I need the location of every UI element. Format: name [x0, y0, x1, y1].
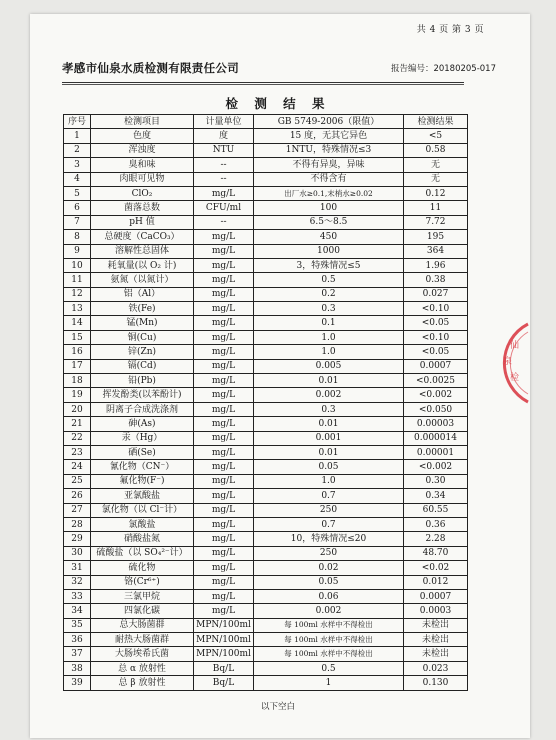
unit-cell: mg/L	[194, 402, 254, 416]
test-item-cell: 总大肠菌群	[91, 618, 194, 632]
table-row	[64, 172, 468, 186]
unit-cell: MPN/100ml	[194, 647, 254, 661]
test-item-cell: 亚氯酸盐	[91, 489, 194, 503]
row-index-cell: 6	[64, 201, 91, 215]
test-item-cell: 氯化物（以 Cl⁻计）	[91, 503, 194, 517]
unit-cell: mg/L	[194, 230, 254, 244]
unit-cell: mg/L	[194, 287, 254, 301]
standard-limit-cell: 0.05	[254, 575, 404, 589]
unit-cell: mg/L	[194, 546, 254, 560]
row-index-cell: 4	[64, 172, 91, 186]
standard-limit-cell: 0.05	[254, 460, 404, 474]
row-index-cell: 28	[64, 517, 91, 531]
row-index-cell: 20	[64, 402, 91, 416]
test-result-cell: 195	[404, 230, 468, 244]
table-row	[64, 388, 468, 402]
test-item-cell: 肉眼可见物	[91, 172, 194, 186]
table-row	[64, 503, 468, 517]
row-index-cell: 9	[64, 244, 91, 258]
test-item-cell: pH 值	[91, 215, 194, 229]
standard-limit-cell: 0.01	[254, 374, 404, 388]
test-item-cell: 铅(Pb)	[91, 374, 194, 388]
test-result-cell: 无	[404, 158, 468, 172]
standard-limit-cell: 0.7	[254, 489, 404, 503]
standard-limit-cell: 不得含有	[254, 172, 404, 186]
table-row	[64, 302, 468, 316]
unit-cell: CFU/ml	[194, 201, 254, 215]
end-of-report-note: 以下空白	[260, 702, 295, 712]
table-row	[64, 575, 468, 589]
test-item-cell: 阴离子合成洗涤剂	[91, 402, 194, 416]
row-index-cell: 27	[64, 503, 91, 517]
unit-cell: mg/L	[194, 302, 254, 316]
row-index-cell: 39	[64, 676, 91, 690]
test-result-cell: <0.10	[404, 330, 468, 344]
test-item-cell: 铁(Fe)	[91, 302, 194, 316]
column-header-index: 序号	[64, 115, 91, 129]
header-rule	[62, 82, 464, 83]
unit-cell: mg/L	[194, 604, 254, 618]
standard-limit-cell: 0.3	[254, 302, 404, 316]
unit-cell: mg/L	[194, 417, 254, 431]
row-index-cell: 37	[64, 647, 91, 661]
table-row	[64, 517, 468, 531]
row-index-cell: 30	[64, 546, 91, 560]
table-row	[64, 647, 468, 661]
unit-cell: mg/L	[194, 460, 254, 474]
results-table	[63, 114, 468, 691]
standard-limit-cell: 1NTU，特殊情况≤3	[254, 143, 404, 157]
unit-cell: mg/L	[194, 244, 254, 258]
test-item-cell: 锌(Zn)	[91, 345, 194, 359]
standard-limit-cell: 6.5～8.5	[254, 215, 404, 229]
table-row	[64, 618, 468, 632]
standard-limit-cell: 1000	[254, 244, 404, 258]
test-item-cell: 硝酸盐氮	[91, 532, 194, 546]
test-result-cell: 1.96	[404, 258, 468, 272]
row-index-cell: 1	[64, 129, 91, 143]
row-index-cell: 16	[64, 345, 91, 359]
unit-cell: mg/L	[194, 359, 254, 373]
standard-limit-cell: 0.01	[254, 417, 404, 431]
row-index-cell: 10	[64, 258, 91, 272]
unit-cell: mg/L	[194, 561, 254, 575]
standard-limit-cell: 0.06	[254, 589, 404, 603]
standard-limit-cell: 0.02	[254, 561, 404, 575]
row-index-cell: 22	[64, 431, 91, 445]
row-index-cell: 3	[64, 158, 91, 172]
unit-cell: mg/L	[194, 474, 254, 488]
table-row	[64, 460, 468, 474]
column-header-limit: GB 5749-2006（限值）	[254, 115, 404, 129]
standard-limit-cell: 出厂水≥0.1,末梢水≥0.02	[254, 186, 404, 200]
test-result-cell: <0.002	[404, 460, 468, 474]
test-result-cell: 0.000014	[404, 431, 468, 445]
unit-cell: mg/L	[194, 258, 254, 272]
standard-limit-cell: 0.7	[254, 517, 404, 531]
row-index-cell: 17	[64, 359, 91, 373]
row-index-cell: 36	[64, 633, 91, 647]
unit-cell: mg/L	[194, 589, 254, 603]
standard-limit-cell: 0.005	[254, 359, 404, 373]
standard-limit-cell: 1.0	[254, 330, 404, 344]
standard-limit-cell: 不得有异臭，异味	[254, 158, 404, 172]
unit-cell: mg/L	[194, 575, 254, 589]
standard-limit-cell: 0.002	[254, 388, 404, 402]
test-result-cell: <0.02	[404, 561, 468, 575]
test-item-cell: 硫化物	[91, 561, 194, 575]
table-row	[64, 489, 468, 503]
test-item-cell: 总硬度（CaCO₃）	[91, 230, 194, 244]
test-item-cell: 三氯甲烷	[91, 589, 194, 603]
test-result-cell: <5	[404, 129, 468, 143]
standard-limit-cell: 0.01	[254, 445, 404, 459]
standard-limit-cell: 每 100ml 水样中不得检出	[254, 633, 404, 647]
test-item-cell: 氰化物（CN⁻）	[91, 460, 194, 474]
table-row	[64, 402, 468, 416]
unit-cell: mg/L	[194, 316, 254, 330]
test-result-cell: 0.34	[404, 489, 468, 503]
row-index-cell: 7	[64, 215, 91, 229]
test-result-cell: <0.0025	[404, 374, 468, 388]
standard-limit-cell: 每 100ml 水样中不得检出	[254, 647, 404, 661]
test-item-cell: 铝（Al）	[91, 287, 194, 301]
test-item-cell: 挥发酚类(以苯酚计)	[91, 388, 194, 402]
test-result-cell: 0.36	[404, 517, 468, 531]
standard-limit-cell: 3，特殊情况≤5	[254, 258, 404, 272]
table-row	[64, 445, 468, 459]
svg-text:泉: 泉	[503, 357, 513, 367]
test-result-cell: 0.012	[404, 575, 468, 589]
unit-cell: mg/L	[194, 503, 254, 517]
unit-cell: mg/L	[194, 532, 254, 546]
test-item-cell: 大肠埃希氏菌	[91, 647, 194, 661]
column-header-unit: 计量单位	[194, 115, 254, 129]
row-index-cell: 23	[64, 445, 91, 459]
test-result-cell: <0.002	[404, 388, 468, 402]
table-row	[64, 273, 468, 287]
standard-limit-cell: 1.0	[254, 474, 404, 488]
row-index-cell: 25	[64, 474, 91, 488]
test-item-cell: 耗氧量(以 O₂ 计)	[91, 258, 194, 272]
table-row	[64, 244, 468, 258]
test-result-cell: 11	[404, 201, 468, 215]
company-name: 孝感市仙泉水质检测有限责任公司	[62, 61, 239, 75]
row-index-cell: 12	[64, 287, 91, 301]
test-item-cell: 铜(Cu)	[91, 330, 194, 344]
test-item-cell: 锰(Mn)	[91, 316, 194, 330]
row-index-cell: 19	[64, 388, 91, 402]
test-result-cell: 2.28	[404, 532, 468, 546]
test-item-cell: 汞（Hg）	[91, 431, 194, 445]
table-row	[64, 474, 468, 488]
test-result-cell: 未检出	[404, 618, 468, 632]
test-item-cell: 氯酸盐	[91, 517, 194, 531]
test-item-cell: 硒(Se)	[91, 445, 194, 459]
unit-cell: --	[194, 158, 254, 172]
standard-limit-cell: 1	[254, 676, 404, 690]
table-row	[64, 186, 468, 200]
standard-limit-cell: 250	[254, 503, 404, 517]
standard-limit-cell: 15 度，无其它异色	[254, 129, 404, 143]
unit-cell: mg/L	[194, 345, 254, 359]
unit-cell: mg/L	[194, 273, 254, 287]
unit-cell: mg/L	[194, 374, 254, 388]
test-result-cell: 0.130	[404, 676, 468, 690]
unit-cell: MPN/100ml	[194, 618, 254, 632]
test-item-cell: 硫酸盐（以 SO₄²⁻计）	[91, 546, 194, 560]
report-number: 报告编号：20180205-017	[390, 64, 496, 74]
table-row	[64, 143, 468, 157]
row-index-cell: 14	[64, 316, 91, 330]
test-item-cell: 总 β 放射性	[91, 676, 194, 690]
unit-cell: mg/L	[194, 489, 254, 503]
standard-limit-cell: 0.3	[254, 402, 404, 416]
table-row	[64, 417, 468, 431]
test-result-cell: 60.55	[404, 503, 468, 517]
test-result-cell: 0.30	[404, 474, 468, 488]
table-row	[64, 633, 468, 647]
table-row	[64, 129, 468, 143]
unit-cell: mg/L	[194, 431, 254, 445]
column-header-result: 检测结果	[404, 115, 468, 129]
standard-limit-cell: 0.1	[254, 316, 404, 330]
row-index-cell: 13	[64, 302, 91, 316]
standard-limit-cell: 10，特殊情况≤20	[254, 532, 404, 546]
test-result-cell: 364	[404, 244, 468, 258]
test-result-cell: 0.00003	[404, 417, 468, 431]
row-index-cell: 18	[64, 374, 91, 388]
svg-text:仙: 仙	[510, 341, 520, 351]
table-row	[64, 316, 468, 330]
standard-limit-cell: 450	[254, 230, 404, 244]
test-result-cell: 无	[404, 172, 468, 186]
svg-text:检: 检	[510, 373, 520, 383]
table-row	[64, 532, 468, 546]
row-index-cell: 2	[64, 143, 91, 157]
standard-limit-cell: 0.5	[254, 661, 404, 675]
table-row	[64, 431, 468, 445]
row-index-cell: 21	[64, 417, 91, 431]
row-index-cell: 29	[64, 532, 91, 546]
standard-limit-cell: 每 100ml 水样中不得检出	[254, 618, 404, 632]
unit-cell: mg/L	[194, 330, 254, 344]
unit-cell: NTU	[194, 143, 254, 157]
standard-limit-cell: 0.5	[254, 273, 404, 287]
test-item-cell: 臭和味	[91, 158, 194, 172]
test-result-cell: 0.023	[404, 661, 468, 675]
test-item-cell: 铬(Cr⁶⁺)	[91, 575, 194, 589]
test-result-cell: 0.38	[404, 273, 468, 287]
test-item-cell: 砷(As)	[91, 417, 194, 431]
test-item-cell: 耐热大肠菌群	[91, 633, 194, 647]
row-index-cell: 33	[64, 589, 91, 603]
column-header-item: 检测项目	[91, 115, 194, 129]
unit-cell: mg/L	[194, 186, 254, 200]
test-result-cell: 7.72	[404, 215, 468, 229]
row-index-cell: 24	[64, 460, 91, 474]
row-index-cell: 26	[64, 489, 91, 503]
table-row	[64, 546, 468, 560]
table-row	[64, 215, 468, 229]
row-index-cell: 38	[64, 661, 91, 675]
table-row	[64, 589, 468, 603]
test-result-cell: <0.10	[404, 302, 468, 316]
row-index-cell: 32	[64, 575, 91, 589]
unit-cell: 度	[194, 129, 254, 143]
table-row	[64, 258, 468, 272]
unit-cell: Bq/L	[194, 661, 254, 675]
test-result-cell: <0.05	[404, 316, 468, 330]
standard-limit-cell: 0.001	[254, 431, 404, 445]
standard-limit-cell: 0.002	[254, 604, 404, 618]
test-result-cell: 0.027	[404, 287, 468, 301]
unit-cell: MPN/100ml	[194, 633, 254, 647]
test-result-cell: 48.70	[404, 546, 468, 560]
test-item-cell: 氟化物(F⁻)	[91, 474, 194, 488]
table-row	[64, 345, 468, 359]
table-row	[64, 561, 468, 575]
table-row	[64, 604, 468, 618]
standard-limit-cell: 0.2	[254, 287, 404, 301]
test-result-cell: 0.12	[404, 186, 468, 200]
test-result-cell: 0.00001	[404, 445, 468, 459]
standard-limit-cell: 1.0	[254, 345, 404, 359]
test-result-cell: 0.0007	[404, 589, 468, 603]
unit-cell: --	[194, 172, 254, 186]
unit-cell: Bq/L	[194, 676, 254, 690]
unit-cell: --	[194, 215, 254, 229]
row-index-cell: 34	[64, 604, 91, 618]
test-result-cell: 0.58	[404, 143, 468, 157]
standard-limit-cell: 100	[254, 201, 404, 215]
row-index-cell: 35	[64, 618, 91, 632]
row-index-cell: 15	[64, 330, 91, 344]
test-item-cell: 色度	[91, 129, 194, 143]
test-item-cell: 氨氮（以氮计）	[91, 273, 194, 287]
test-result-cell: 未检出	[404, 633, 468, 647]
table-row	[64, 230, 468, 244]
table-row	[64, 359, 468, 373]
unit-cell: mg/L	[194, 445, 254, 459]
standard-limit-cell: 250	[254, 546, 404, 560]
row-index-cell: 5	[64, 186, 91, 200]
row-index-cell: 8	[64, 230, 91, 244]
table-row	[64, 661, 468, 675]
test-item-cell: 溶解性总固体	[91, 244, 194, 258]
test-result-cell: 未检出	[404, 647, 468, 661]
table-row	[64, 374, 468, 388]
unit-cell: mg/L	[194, 388, 254, 402]
page-number: 共 4 页 第 3 页	[416, 25, 484, 35]
header-rule-secondary	[62, 84, 464, 85]
table-header-row	[64, 115, 468, 129]
test-result-cell: <0.050	[404, 402, 468, 416]
test-result-cell: 0.0007	[404, 359, 468, 373]
test-item-cell: 菌落总数	[91, 201, 194, 215]
row-index-cell: 31	[64, 561, 91, 575]
test-item-cell: ClO₂	[91, 186, 194, 200]
test-item-cell: 四氯化碳	[91, 604, 194, 618]
results-table-body	[64, 129, 468, 690]
results-title: 检 测 结 果	[225, 96, 331, 111]
table-row	[64, 676, 468, 690]
table-row	[64, 330, 468, 344]
test-item-cell: 浑浊度	[91, 143, 194, 157]
table-row	[64, 287, 468, 301]
test-result-cell: <0.05	[404, 345, 468, 359]
test-item-cell: 总 α 放射性	[91, 661, 194, 675]
test-result-cell: 0.0003	[404, 604, 468, 618]
unit-cell: mg/L	[194, 517, 254, 531]
test-item-cell: 镉(Cd)	[91, 359, 194, 373]
row-index-cell: 11	[64, 273, 91, 287]
table-row	[64, 158, 468, 172]
table-row	[64, 201, 468, 215]
